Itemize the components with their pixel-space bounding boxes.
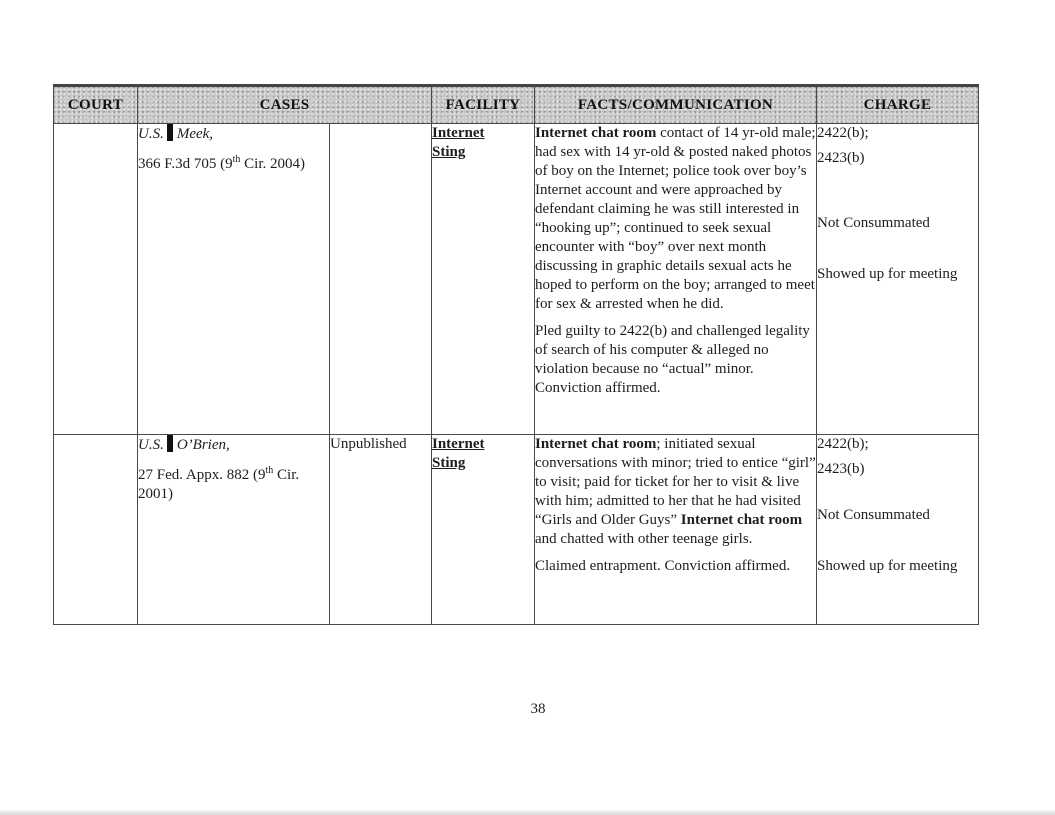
charge-statute-2: 2423(b)	[817, 461, 865, 477]
header-cases: CASES	[138, 86, 432, 124]
facts-bold-term: Internet chat room	[535, 436, 657, 452]
charge-note: Showed up for meeting	[817, 266, 958, 282]
facts-paragraph-2: Pled guilty to 2422(b) and challenged legality of search of his computer & alleged no violation because no “actual” minor. Conviction affirmed.	[535, 323, 810, 396]
case-name	[138, 124, 329, 144]
facility-cell	[432, 124, 535, 435]
facts-bold-term: Internet chat room	[535, 125, 657, 141]
facility-line-1: Internet	[432, 436, 485, 452]
case-name	[138, 435, 329, 455]
case-party: Meek,	[176, 126, 214, 142]
court-cell	[54, 124, 138, 435]
header-court: COURT	[54, 86, 138, 124]
case-prefix: U.S.	[138, 437, 164, 453]
facts-cell	[535, 124, 817, 435]
facility-cell	[432, 435, 535, 625]
charge-status: Not Consummated	[817, 507, 930, 523]
page-number: 38	[530, 701, 546, 717]
charge-cell	[817, 435, 979, 625]
facility-line-2: Sting	[432, 455, 466, 471]
table-row	[54, 124, 979, 435]
facts-text-end: and chatted with other teenage girls.	[535, 531, 753, 547]
court-cell	[54, 435, 138, 625]
charge-statute-1: 2422(b);	[817, 125, 869, 141]
redaction-mark	[167, 124, 173, 141]
ordinal-suffix: th	[265, 465, 274, 476]
case-prefix: U.S.	[138, 126, 164, 142]
case-party: O’Brien,	[176, 437, 230, 453]
facts-cell	[535, 435, 817, 625]
facts-paragraph-1	[535, 124, 816, 314]
charge-status: Not Consummated	[817, 215, 930, 231]
facts-paragraph-2: Claimed entrapment. Conviction affirmed.	[535, 558, 791, 574]
page-edge	[0, 810, 1055, 815]
facts-text: contact of 14 yr-old male; had sex with 14 yr-old & posted naked photos of boy on the Internet; police took over boy’s Internet account and were approached by defendant claiming he was still interested in “hooking up”; continued to seek sexual encounter with “boy” over next month discussing in graphic details sexual acts he hoped to perform on the boy; arranged to meet for sex & arrested when he did.	[535, 125, 816, 312]
facts-bold-term-2: Internet chat room	[680, 512, 803, 528]
header-charge: CHARGE	[817, 86, 979, 124]
case-citation: 366 F.3d 705 (9th Cir. 2004)	[138, 154, 306, 172]
case-citation: 27 Fed. Appx. 882 (9th Cir. 2001)	[138, 465, 300, 502]
publication-cell: Unpublished	[330, 435, 432, 625]
facts-text: ; initiated sexual conversations with minor; tried to entice “girl” to visit; paid for ticket for her to visit & live with him; admitted to her that he had visited “Girls and Older Guys”	[535, 436, 816, 528]
charge-statute-1: 2422(b);	[817, 436, 869, 452]
charge-note: Showed up for meeting	[817, 558, 958, 574]
facts-paragraph-1	[535, 435, 816, 549]
redaction-mark	[167, 435, 173, 452]
case-cell	[138, 124, 330, 435]
table-row	[54, 435, 979, 625]
publication-cell	[330, 124, 432, 435]
facility-line-1: Internet	[432, 125, 485, 141]
facility-line-2: Sting	[432, 144, 466, 160]
case-cell	[138, 435, 330, 625]
header-facility: FACILITY	[432, 86, 535, 124]
table-header-row	[54, 86, 979, 124]
ordinal-suffix: th	[232, 154, 241, 165]
charge-statute-2: 2423(b)	[817, 150, 865, 166]
header-facts-communication: FACTS/COMMUNICATION	[535, 86, 817, 124]
cases-table	[53, 84, 979, 625]
charge-cell	[817, 124, 979, 435]
